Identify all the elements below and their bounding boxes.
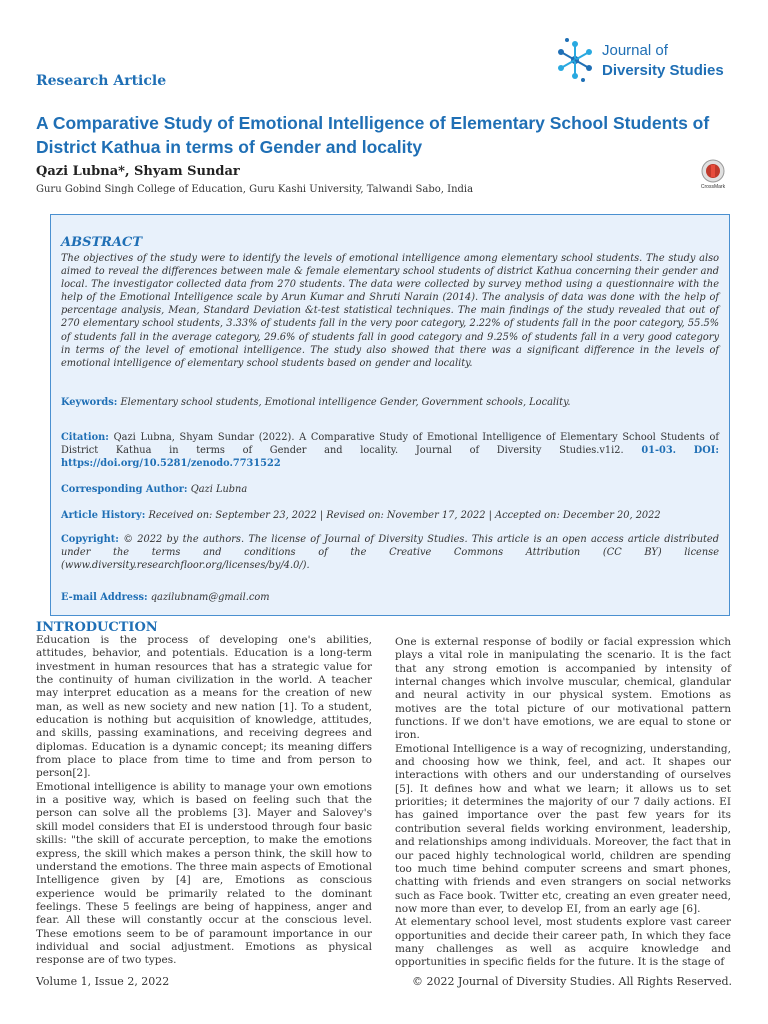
copyright (61, 533, 719, 572)
paragraph: One is external response of bodily or facial expression which plays a vital role in manipulating the scenario. It is the fact that any strong emotion is accompanied by intensity of internal changes which involve muscular, chemical, glandular and neural activity in our physical system. Emotions as motives are the total picture of our motivational pattern functions. If we don't have emotions, we are equal to stone or iron. (395, 636, 731, 742)
article-history (61, 509, 719, 522)
history-label: Article History: (61, 510, 146, 521)
citation-label: Citation: (61, 432, 109, 443)
journal-logo-icon (553, 36, 597, 84)
citation-pages: 01-03. (641, 445, 677, 457)
paragraph: Education is the process of developing one's abilities, attitudes, behavior, and potentials. Education is a long-term investment in human resources that has a strategic value for the continuity of human civilization in the world. A teacher may interpret education as a means for the creation of new man, as well as new society and new nation [1]. To a student, education is nothing but acquisition of knowledge, attitudes, and skills, passing examinations, and receiving degrees and diplomas. Education is a dynamic concept; its meaning differs from place to place from time to time and from person to person[2]. (36, 634, 372, 780)
email-address (61, 591, 719, 604)
citation-text: Qazi Lubna, Shyam Sundar (2022). A Comparative Study of Emotional Intelligence of Elementary School Students of District Kathua in terms of Gender and locality. Journal of Diversity Studies.v1i2. (61, 432, 719, 457)
journal-name-line1: Journal of (602, 42, 668, 59)
footer-volume: Volume 1, Issue 2, 2022 (36, 975, 170, 988)
corresponding-author (61, 483, 719, 496)
keywords-label: Keywords: (61, 397, 118, 408)
crossmark-icon (696, 159, 730, 185)
footer-copyright: © 2022 Journal of Diversity Studies. All Rights Reserved. (411, 975, 732, 988)
paper-title: A Comparative Study of Emotional Intelligence of Elementary School Students of District Kathua in terms of Gender and locality (36, 113, 710, 157)
abstract-text: The objectives of the study were to identify the levels of emotional intelligence among elementary school students. The study also aimed to reveal the differences between male & female elementary school students of district Kathua concerning their gender and local. The investigator collected data from 270 students. The data were collected by survey method using a questionnaire with the help of the Emotional Intelligence scale by Arun Kumar and Shruti Narain (2014). The analysis of data was done with the help of percentage analysis, Mean, Standard Deviation &t-test statistical techniques. The main findings of the study revealed that out of 270 elementary school students, 3.33% of students fall in the very poor category, 2.22% of students fall in the poor category, 55.5% of students fall in the average category, 29.6% of students fall in good category and 9.25% of students fall in a very good category in terms of the level of emotional intelligence. The study also showed that there was a significant difference in the levels of emotional intelligence of elementary school students based on gender and locality. (61, 253, 719, 369)
affiliation: Guru Gobind Singh College of Education, Guru Kashi University, Talwandi Sabo, India (36, 184, 474, 195)
history-value: Received on: September 23, 2022 | Revised on: November 17, 2022 | Accepted on: December 20, 2022 (148, 510, 661, 521)
introduction-left-column (36, 634, 372, 968)
copyright-label: Copyright: (61, 534, 119, 545)
paragraph: At elementary school level, most students explore vast career opportunities and decide their career path, In which they face many challenges as well as acquire knowledge and opportunities in specific fields for the future. It is the stage of (395, 916, 731, 969)
crossmark-label: CrossMark (700, 184, 726, 190)
journal-name-line2: Diversity Studies (602, 62, 724, 79)
email-link[interactable]: qazilubnam@gmail.com (150, 592, 270, 603)
keywords (61, 396, 719, 409)
citation (61, 431, 719, 470)
keywords-value: Elementary school students, Emotional intelligence Gender, Government schools, Locality. (120, 397, 571, 408)
introduction-right-column (395, 636, 731, 970)
authors: Qazi Lubna*, Shyam Sundar (36, 164, 240, 179)
article-type-label: Research Article (36, 73, 167, 89)
copyright-value: © 2022 by the authors. The license of Journal of Diversity Studies. This article is an open access article distributed under the terms and conditions of the Creative Commons Attribution (CC BY) license (www.diversity.researchfloor.org/licenses/by/4.0/). (61, 534, 720, 572)
corresponding-value: Qazi Lubna (190, 484, 248, 495)
paragraph: Emotional intelligence is ability to manage your own emotions in a positive way, which is based on feeling such that the person can solve all the problems [3]. Mayer and Salovey's skill model considers that EI is understood through four basic skills: "the skill of accurate perception, to make the emotions express, the skill which makes a person think, the skill how to understand the emotions. The three main aspects of Emotional Intelligence given by [4] are, Emotions as conscious experience would be primarily related to the dominant feelings. These 5 feelings are being of happiness, anger and fear. All these will constantly occur at the conscious level. These emotions seem to be of paramount importance in our individual and social adjustment. Emotions as physical response are of two types. (36, 780, 372, 967)
journal-logo (553, 36, 743, 84)
paragraph: Emotional Intelligence is a way of recognizing, understanding, and choosing how we think, feel, and act. It shapes our interactions with others and our understanding of ourselves [5]. It defines how and what we learn; it allows us to set priorities; it determines the majority of our 7 daily actions. EI has gained importance over the past few years for its contribution several fields working environment, leadership, and relationships among individuals. Moreover, the fact that in our paced highly technological world, children are spending too much time behind computer screens and smart phones, chatting with friends and even strangers on social networks such as Face book. Twitter etc, creating an even greater need, now more than ever, to develop EI, from an early age [6]. (395, 742, 731, 915)
abstract-box (50, 214, 730, 616)
introduction-heading: INTRODUCTION (36, 620, 158, 635)
doi-link[interactable]: DOI: https://doi.org/10.5281/zenodo.7731522 (61, 445, 719, 470)
abstract-heading: ABSTRACT (61, 235, 143, 250)
corresponding-label: Corresponding Author: (61, 484, 188, 495)
email-label: E-mail Address: (61, 592, 148, 603)
crossmark-badge[interactable] (696, 159, 730, 193)
